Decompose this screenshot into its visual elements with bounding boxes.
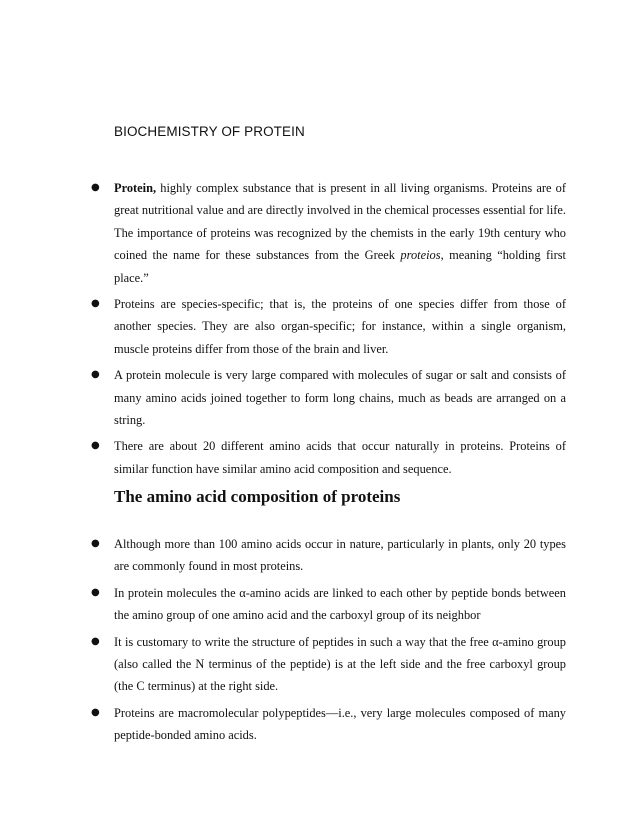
list-item	[0, 582, 566, 627]
section-heading: The amino acid composition of proteins	[114, 487, 401, 506]
bullet-icon: ●	[91, 706, 100, 718]
amino-acid-bullet-list	[0, 533, 638, 751]
bullet-icon: ●	[91, 298, 100, 310]
list-item	[0, 364, 566, 431]
protein-bullet-list	[0, 177, 638, 484]
bullet-icon: ●	[91, 635, 100, 647]
bullet-text: There are about 20 different amino acids that occur naturally in proteins. Proteins of similar function have similar amino acid composition and sequence.	[114, 439, 566, 476]
list-item	[0, 702, 566, 747]
bullet-text: In protein molecules the α-amino acids are linked to each other by peptide bonds between the amino group of one amino acid and the carboxyl group of its neighbor	[114, 585, 566, 623]
list-item	[0, 177, 566, 289]
bullet-icon: ●	[91, 369, 100, 381]
main-heading: BIOCHEMISTRY OF PROTEIN	[114, 124, 305, 139]
bullet-icon: ●	[91, 182, 100, 193]
list-item	[0, 435, 566, 480]
bullet-icon: ●	[91, 538, 100, 549]
bullet-text: Although more than 100 amino acids occur in nature, particularly in plants, only 20 types are commonly found in most proteins.	[114, 537, 566, 574]
bullet-text: Proteins are species-specific; that is, the proteins of one species differ from those of another species. They are also organ-specific; for instance, within a single organism, muscle proteins differ from those of the brain and liver.	[114, 297, 566, 356]
term-bold: Protein,	[114, 181, 157, 195]
bullet-text: Proteins are macromolecular polypeptides—i.e., very large molecules composed of many peptide-bonded amino acids.	[114, 705, 566, 743]
bullet-text: highly complex substance that is present in all living organisms. Proteins are of great nutritional value and are directly involved in the chemical processes essential for life. The importance of proteins was recognized by the chemists in the early 19th century who coined the name for these substances from the Greek	[114, 181, 566, 263]
bullet-text: A protein molecule is very large compared with molecules of sugar or salt and consists of many amino acids joined together to form long chains, much as beads are arranged on a string.	[114, 368, 566, 428]
bullet-text: It is customary to write the structure of peptides in such a way that the free α-amino group (also called the N terminus of the peptide) is at the left side and the free carboxyl group (the C terminus) at the right side.	[114, 634, 566, 694]
bullet-icon: ●	[91, 586, 100, 598]
list-item	[0, 293, 566, 360]
list-item	[0, 631, 566, 698]
bullet-text: , meaning “holding first place.”	[114, 248, 566, 285]
bullet-icon: ●	[91, 440, 100, 452]
term-italic: proteios	[400, 248, 441, 263]
list-item	[0, 533, 566, 578]
